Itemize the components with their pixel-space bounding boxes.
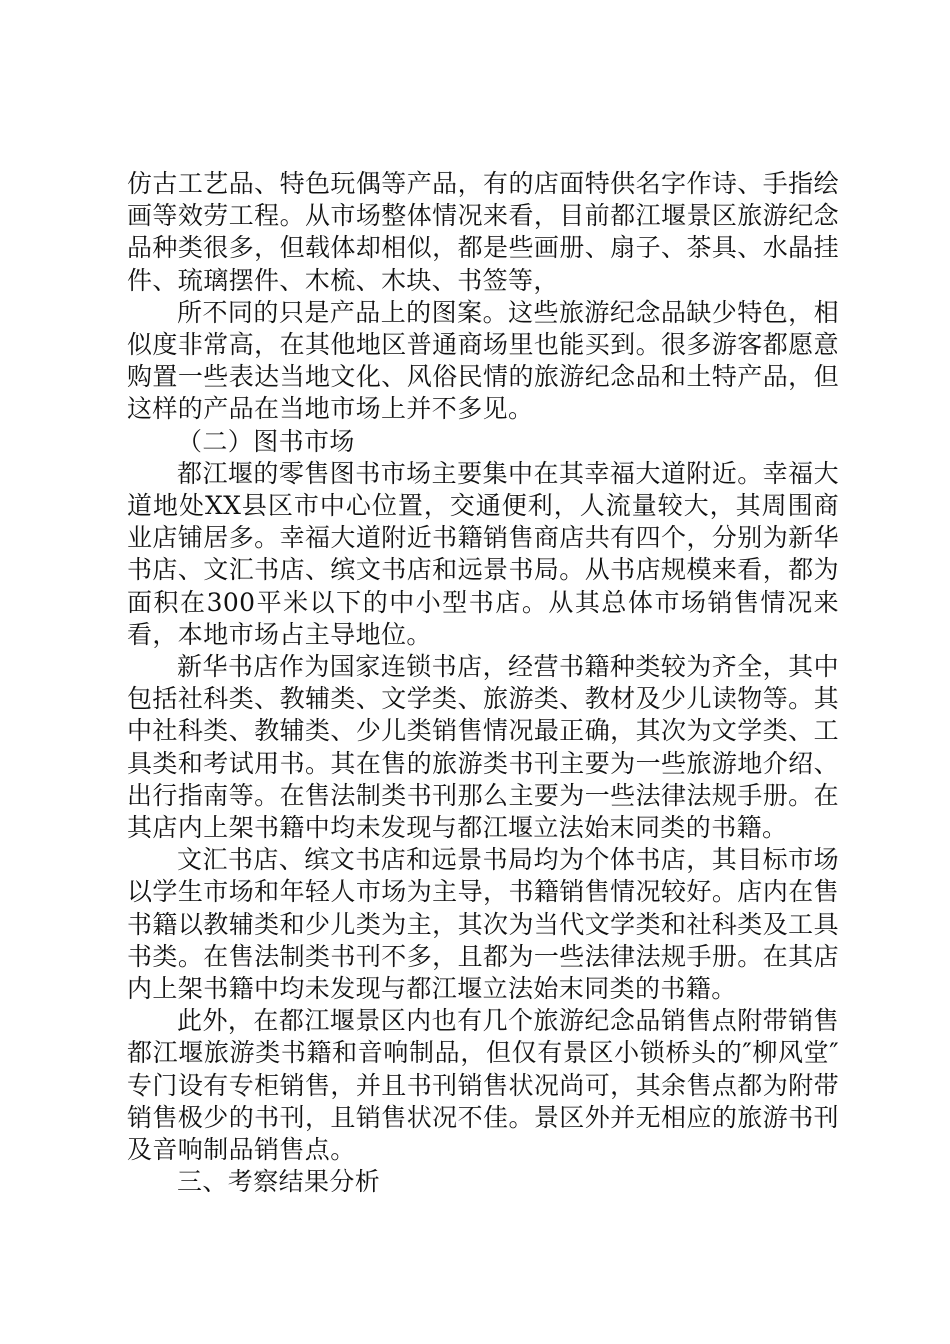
paragraph-continuation: 仿古工艺品、特色玩偶等产品，有的店面特供名字作诗、手指绘画等效劳工程。从市场整体情况来看，目前都江堰景区旅游纪念品种类很多，但载体却相似，都是些画册、扇子、茶具、水晶挂件、琉璃摆件、木梳、木块、书签等， <box>127 169 839 295</box>
paragraph-xinhua-bookstore: 新华书店作为国家连锁书店，经营书籍种类较为齐全，其中包括社科类、教辅类、文学类、旅游类、教材及少儿读物等。其中社科类、教辅类、少儿类销售情况最正确，其次为文学类、工具类和考试用书。其在售的旅游类书刊主要为一些旅游地介绍、出行指南等。在售法制类书刊那么主要为一些法律法规手册。在其店内上架书籍中均未发现与都江堰立法始末同类的书籍。 <box>127 652 839 843</box>
paragraph-private-bookstores: 文汇书店、缤文书店和远景书局均为个体书店，其目标市场以学生市场和年轻人市场为主导，书籍销售情况较好。店内在售书籍以教辅类和少儿类为主，其次为当代文学类和社科类及工具书类。在售法制类书刊不多，且都为一些法律法规手册。在其店内上架书籍中均未发现与都江堰立法始末同类的书籍。 <box>127 845 839 1004</box>
paragraph-souvenir-similarity: 所不同的只是产品上的图案。这些旅游纪念品缺少特色，相似度非常高，在其他地区普通商场里也能买到。很多游客都愿意购置一些表达当地文化、风俗民情的旅游纪念品和土特产品，但这样的产品在当地市场上并不多见。 <box>127 297 839 424</box>
paragraph-book-market-overview: 都江堰的零售图书市场主要集中在其幸福大道附近。幸福大道地处XX县区市中心位置，交通便利，人流量较大，其周围商业店铺居多。幸福大道附近书籍销售商店共有四个，分别为新华书店、文汇书店、缤文书店和远景书局。从书店规模来看，都为面积在300平米以下的中小型书店。从其总体市场销售情况来看，本地市场占主导地位。 <box>127 458 839 649</box>
section-heading-analysis: 三、考察结果分析 <box>177 1167 381 1197</box>
paragraph-scenic-area-sales: 此外，在都江堰景区内也有几个旅游纪念品销售点附带销售都江堰旅游类书籍和音响制品，但仅有景区小锁桥头的″柳风堂″专门设有专柜销售，并且书刊销售状况尚可，其余售点都为附带销售极少的书刊，且销售状况不佳。景区外并无相应的旅游书刊及音响制品销售点。 <box>127 1006 839 1165</box>
section-heading-book-market: （二）图书市场 <box>177 426 355 456</box>
document-body <box>127 168 839 1199</box>
